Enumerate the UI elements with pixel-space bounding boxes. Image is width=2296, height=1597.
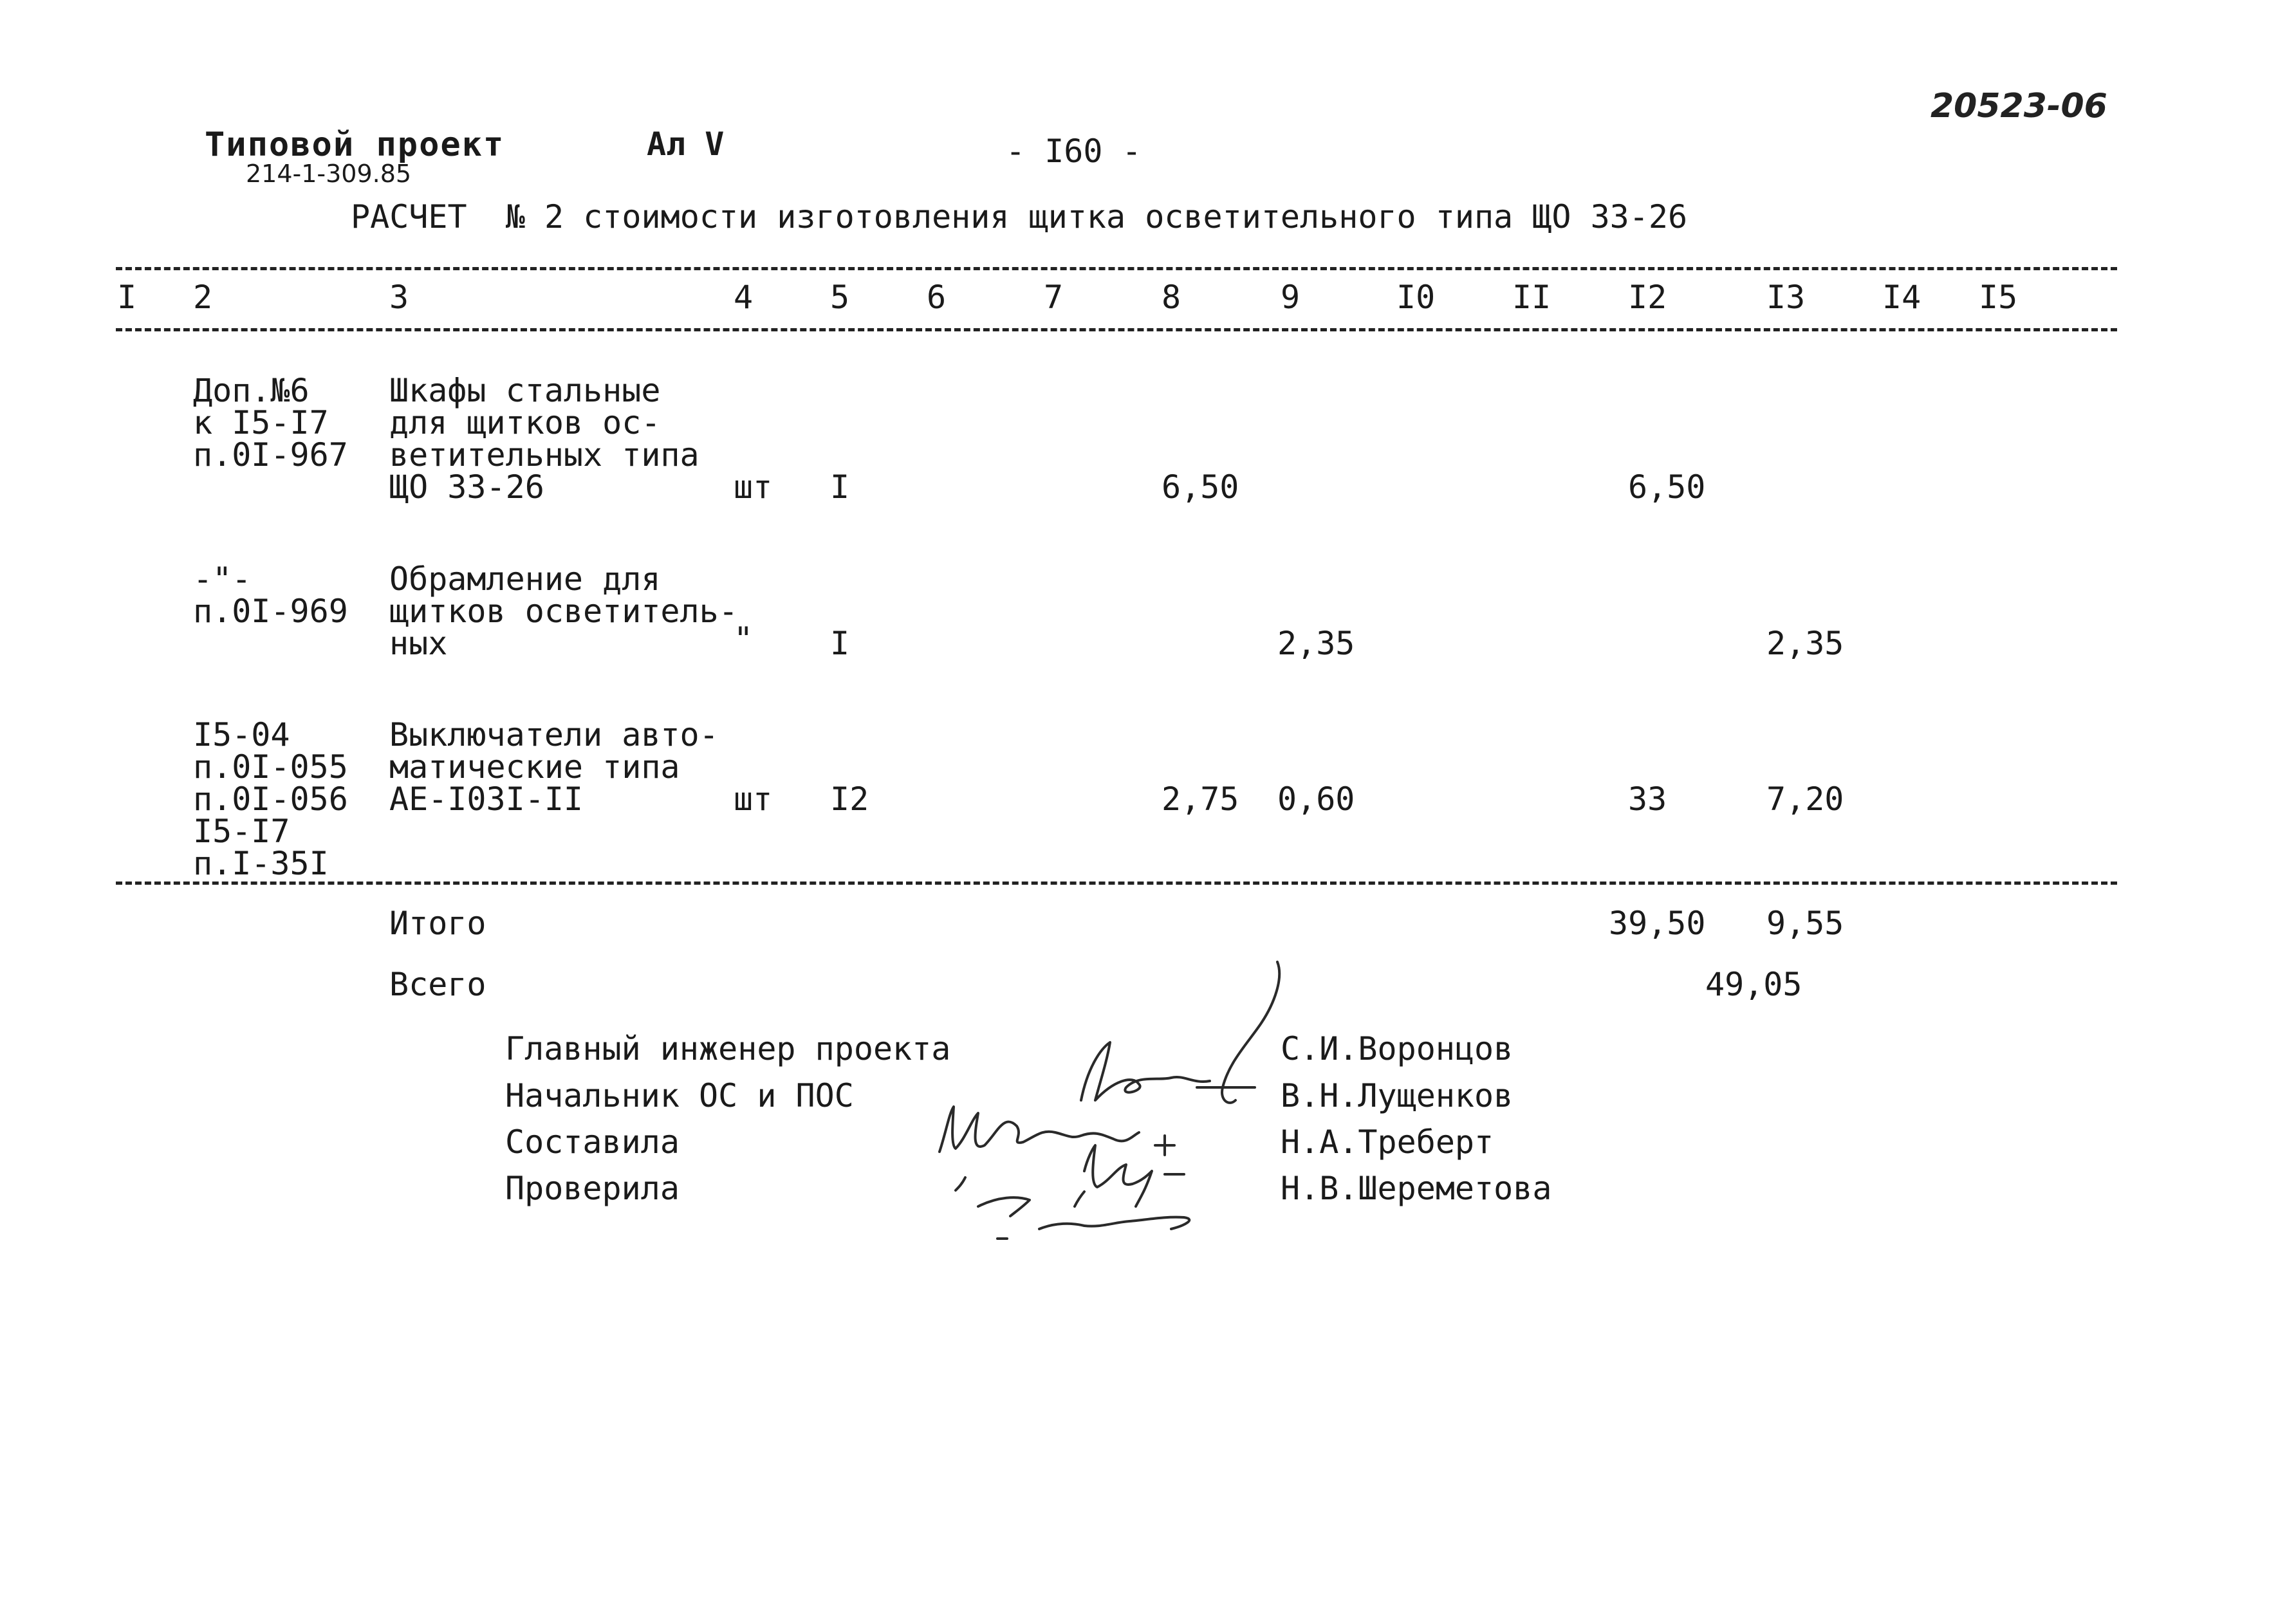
project-label: Типовой проект [205, 125, 505, 164]
vsego-value: 49,05 [1705, 966, 1802, 1003]
header-rule-top [116, 267, 2117, 270]
column-number: 4 [734, 279, 754, 316]
row-desc: Выключатели авто- [389, 716, 719, 753]
row-col9: 2,35 [1277, 625, 1355, 662]
row-ref: I5-I7 [193, 813, 290, 850]
row-qty: I [830, 468, 850, 506]
signature-role: Составила [505, 1123, 680, 1161]
signature-role: Начальник ОС и ПОС [505, 1077, 854, 1114]
column-number: I5 [1979, 279, 2018, 316]
row-col9: 0,60 [1277, 780, 1355, 818]
album-label: Ал V [647, 125, 725, 163]
itogo-col13: 9,55 [1766, 905, 1844, 942]
itogo-label: Итого [389, 905, 486, 942]
column-number: 8 [1162, 279, 1181, 316]
row-desc: Обрамление для [389, 560, 661, 598]
row-unit: шт [734, 780, 773, 818]
row-desc: щитков осветитель- [389, 593, 738, 630]
row-col13: 7,20 [1766, 780, 1844, 818]
signature-name: Н.В.Шереметова [1281, 1170, 1552, 1207]
row-col13: 2,35 [1766, 625, 1844, 662]
row-ref: п.0I-055 [193, 748, 348, 786]
totals-rule [116, 882, 2117, 885]
row-unit: " [734, 620, 754, 658]
row-col8: 2,75 [1162, 780, 1239, 818]
column-number: 2 [193, 279, 213, 316]
row-desc: матические типа [389, 748, 680, 786]
handwritten-signature [927, 952, 1287, 1248]
row-desc: АЕ-I03I-II [389, 780, 584, 818]
document-number: 20523-06 [1930, 87, 2107, 125]
column-number: 7 [1044, 279, 1064, 316]
signature-name: С.И.Воронцов [1281, 1030, 1514, 1067]
row-ref: п.0I-969 [193, 593, 348, 630]
row-ref: п.0I-056 [193, 780, 348, 818]
row-ref: к I5-I7 [193, 404, 329, 441]
signature-role: Главный инженер проекта [505, 1030, 951, 1067]
project-code: 214-1-309.85 [246, 160, 412, 188]
header-rule-bottom [116, 328, 2117, 331]
signature-name: В.Н.Лущенков [1281, 1077, 1514, 1114]
vsego-label: Всего [389, 966, 486, 1003]
page-number: - I60 - [1006, 133, 1142, 170]
row-unit: шт [734, 468, 773, 506]
column-number: I0 [1396, 279, 1436, 316]
column-number: I [117, 279, 137, 316]
row-qty: I [830, 625, 850, 662]
row-ref: п.0I-967 [193, 436, 348, 474]
row-qty: I2 [830, 780, 869, 818]
row-desc: для щитков ос- [389, 404, 661, 441]
row-desc: Шкафы стальные [389, 372, 661, 409]
signature-role: Проверила [505, 1170, 680, 1207]
column-number: I3 [1766, 279, 1806, 316]
row-ref: п.I-35I [193, 845, 329, 882]
column-number: 3 [389, 279, 409, 316]
row-ref: -"- [193, 560, 252, 598]
column-number: 5 [830, 279, 850, 316]
column-number: II [1512, 279, 1551, 316]
row-col12: 6,50 [1628, 468, 1706, 506]
signature-name: Н.А.Треберт [1281, 1123, 1494, 1161]
row-col12: 33 [1628, 780, 1667, 818]
row-col8: 6,50 [1162, 468, 1239, 506]
row-desc: ЩО 33-26 [389, 468, 544, 506]
row-ref: Доп.№6 [193, 372, 310, 409]
document-title: РАСЧЕТ № 2 стоимости изготовления щитка осветительного типа ЩО 33-26 [351, 198, 1688, 235]
row-ref: I5-04 [193, 716, 290, 753]
column-number: 9 [1281, 279, 1301, 316]
column-number: 6 [927, 279, 947, 316]
column-number: I4 [1882, 279, 1921, 316]
row-desc: ветительных типа [389, 436, 699, 474]
itogo-col12: 39,50 [1609, 905, 1706, 942]
row-desc: ных [389, 625, 448, 662]
column-number: I2 [1628, 279, 1667, 316]
